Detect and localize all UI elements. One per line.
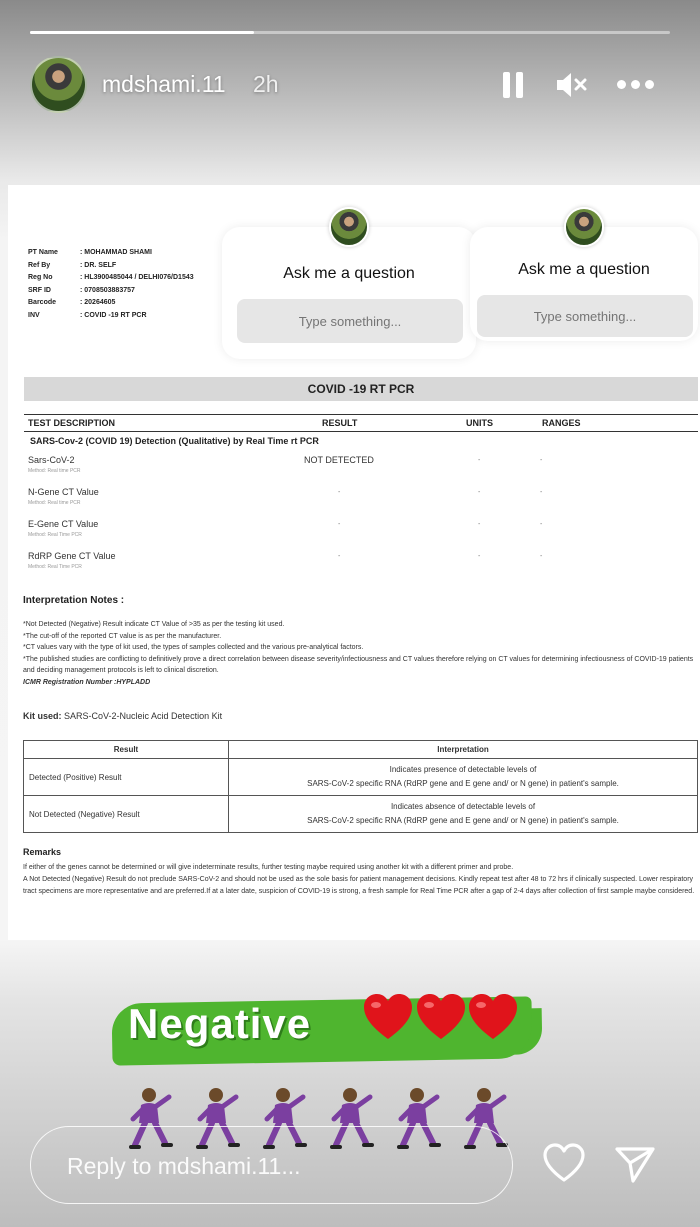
question-sticker-1[interactable]: [222, 227, 476, 359]
table-rule: [24, 431, 698, 432]
patient-info-value: : HL3900485044 / DELHI076/D1543: [80, 274, 194, 281]
test-result: -: [338, 553, 341, 560]
patient-info-row: [28, 260, 194, 273]
table-row: [24, 796, 698, 833]
patient-info-row: [28, 247, 194, 260]
patient-info-label: SRF ID: [28, 286, 51, 294]
reply-bar[interactable]: [30, 1126, 513, 1204]
test-range: -: [540, 521, 543, 528]
heart-emoji-icon: [415, 992, 467, 1044]
interp-header-result: Result: [24, 741, 229, 759]
patient-info-row: [28, 285, 194, 298]
story-progress-bar: [30, 31, 670, 34]
patient-info-row: [28, 297, 194, 310]
patient-info-label: Reg No: [28, 274, 53, 281]
remarks: [23, 862, 698, 898]
test-name: E-Gene CT Value: [28, 519, 99, 529]
interp-line: SARS-CoV-2 specific RNA (RdRP gene and E gene and/ or N gene) in patient's sample.: [307, 816, 619, 825]
note-line: *CT values vary with the type of kit used, the types of samples collected and the various pre-analytical factors.: [23, 644, 364, 651]
more-options-icon[interactable]: [617, 80, 655, 90]
report-heading: COVID -19 RT PCR: [24, 377, 698, 401]
lab-report-document: [8, 185, 700, 940]
test-result: -: [338, 521, 341, 528]
kit-value: SARS-CoV-2-Nucleic Acid Detection Kit: [61, 711, 223, 721]
send-icon[interactable]: [614, 1144, 656, 1184]
remark-line: A Not Detected (Negative) Result do not preclude SARS-CoV-2 and should not be used as the sole basis for patient management decisions. Kindly repeat test after 48 to 72 hrs if clinically suspected. Lower respiratory tract specimens are more representative and are preferred.If at a later date, suspicion of COVID-19 is strong, a fresh sample for Real Time PCR after a gap of 2-4 days after collection of first sample maybe considered.: [23, 876, 695, 895]
interpretation-notes: [23, 619, 698, 688]
question-avatar: [564, 207, 604, 247]
interpretation-notes-title: Interpretation Notes :: [23, 595, 125, 606]
test-name: N-Gene CT Value: [28, 487, 99, 497]
test-method: Method: Real Time PCR: [28, 532, 82, 538]
remark-line: If either of the genes cannot be determined or will give indeterminate results, further testing maybe required using another kit with a different primer and probe.: [23, 864, 514, 871]
column-header-ranges: RANGES: [542, 418, 581, 428]
remarks-title: Remarks: [23, 847, 62, 857]
test-range: -: [540, 553, 543, 560]
question-avatar: [329, 207, 369, 247]
question-sticker-2[interactable]: [470, 227, 698, 341]
patient-info-label: PT Name: [28, 249, 58, 256]
test-units: -: [478, 489, 481, 496]
interp-line: SARS-CoV-2 specific RNA (RdRP gene and E gene and/ or N gene) in patient's sample.: [307, 779, 619, 788]
username[interactable]: mdshami.11: [102, 71, 226, 97]
test-range: -: [540, 489, 543, 496]
negative-sticker-text: Negative: [128, 1000, 312, 1047]
kit-label: Kit used:: [23, 711, 62, 721]
profile-avatar[interactable]: [30, 56, 87, 113]
icmr-registration: ICMR Registration Number :HYPLADD: [23, 678, 151, 686]
patient-info-value: : 20264605: [80, 299, 116, 306]
test-method: Method: Real Time PCR: [28, 564, 82, 570]
story-timestamp: 2h: [253, 71, 279, 97]
heart-emoji-icon: [362, 992, 414, 1044]
story-header: [30, 56, 670, 114]
column-header-units: UNITS: [466, 418, 493, 428]
patient-info-row: [28, 310, 194, 323]
patient-info: [28, 247, 194, 322]
test-section-title: SARS-Cov-2 (COVID 19) Detection (Qualitative) by Real Time rt PCR: [30, 436, 319, 446]
interp-result: Not Detected (Negative) Result: [24, 796, 229, 833]
question-input[interactable]: [477, 295, 693, 337]
interp-text: [229, 796, 698, 833]
question-title: Ask me a question: [283, 265, 415, 282]
patient-info-value: : DR. SELF: [80, 261, 117, 269]
reply-input[interactable]: [67, 1149, 487, 1183]
column-header-test: TEST DESCRIPTION: [28, 418, 116, 428]
kit-used: [23, 711, 222, 721]
note-line: *The cut-off of the reported CT value is as per the manufacturer.: [23, 632, 222, 640]
interp-line: Indicates presence of detectable levels of: [389, 765, 537, 774]
patient-info-label: Ref By: [28, 261, 51, 269]
test-method: Method: Real time PCR: [28, 468, 81, 474]
test-units: -: [478, 457, 481, 464]
patient-info-value: : 0708503883757: [80, 286, 135, 294]
question-title: Ask me a question: [518, 261, 650, 278]
table-rule: [24, 414, 698, 415]
mute-icon[interactable]: [555, 70, 587, 100]
story-progress-fill: [30, 31, 254, 34]
note-line: *Not Detected (Negative) Result indicate CT Value of >35 as per the testing kit used.: [23, 621, 285, 628]
test-result: NOT DETECTED: [304, 455, 374, 465]
test-units: -: [478, 521, 481, 528]
test-result: -: [338, 489, 341, 496]
patient-info-value: : COVID -19 RT PCR: [80, 311, 147, 319]
test-name: Sars-CoV-2: [28, 455, 75, 465]
column-header-result: RESULT: [322, 418, 358, 428]
table-row: [24, 759, 698, 796]
interp-result: Detected (Positive) Result: [24, 759, 229, 796]
note-line: *The published studies are conflicting to definitively prove a direct correlation between disease severity/infectiousness and CT values therefore relying on CT values for determining infectiousness of COVID-19 patients and deciding management protocols is left to clinical discretion.: [23, 655, 694, 674]
patient-info-label: Barcode: [28, 299, 57, 306]
question-input[interactable]: [237, 299, 463, 343]
patient-info-label: INV: [28, 311, 40, 319]
interp-line: Indicates absence of detectable levels of: [390, 802, 536, 811]
interpretation-table: [23, 740, 698, 833]
heart-emoji-icon: [467, 992, 519, 1044]
interp-text: [229, 759, 698, 796]
test-units: -: [478, 553, 481, 560]
patient-info-value: : MOHAMMAD SHAMI: [80, 249, 152, 256]
interp-header-interpretation: Interpretation: [229, 741, 698, 759]
test-method: Method: Real time PCR: [28, 500, 81, 506]
test-name: RdRP Gene CT Value: [28, 551, 116, 561]
patient-info-row: [28, 272, 194, 285]
pause-icon[interactable]: [503, 72, 525, 98]
test-range: -: [540, 457, 543, 464]
like-heart-icon[interactable]: [542, 1142, 586, 1184]
